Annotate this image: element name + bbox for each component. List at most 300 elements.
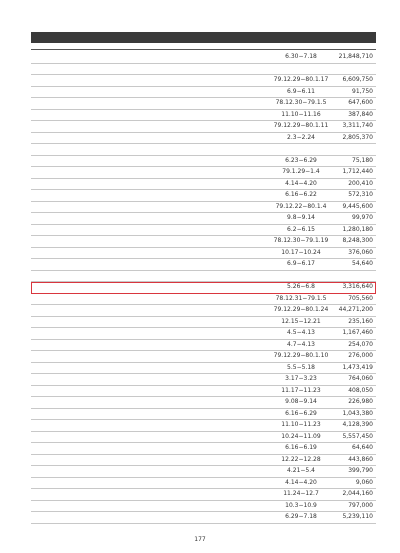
category	[163, 236, 191, 247]
production-company	[105, 52, 141, 63]
cast	[191, 121, 271, 132]
distributor	[143, 501, 163, 512]
cast	[191, 144, 271, 155]
box-office-gross: 1,280,180	[342, 225, 373, 233]
distributor	[143, 305, 163, 316]
box-office-gross: 1,043,380	[342, 409, 373, 417]
category	[163, 87, 191, 98]
movie-title	[33, 420, 103, 431]
production-company	[105, 489, 141, 500]
production-company	[105, 409, 141, 420]
table-row	[31, 478, 376, 490]
production-company	[105, 305, 141, 316]
distributor	[143, 432, 163, 443]
movie-title	[33, 466, 103, 477]
cast	[191, 271, 271, 282]
category	[163, 363, 191, 374]
cast	[191, 202, 271, 213]
table-row	[31, 202, 376, 214]
production-company	[105, 478, 141, 489]
cast	[191, 397, 271, 408]
cast	[191, 110, 271, 121]
table-row	[31, 144, 376, 156]
table-row	[31, 271, 376, 283]
screening-dates: 11.17−11.23	[281, 386, 321, 394]
screening-dates: 6.2−6.15	[287, 225, 315, 233]
screening-dates: 12.22−12.28	[281, 455, 321, 463]
screening-dates: 79.1.29−1.4	[282, 168, 320, 175]
production-company	[105, 420, 141, 431]
category	[163, 144, 191, 155]
screening-dates: 3.17−3.23	[285, 375, 317, 382]
category	[163, 386, 191, 397]
screening-dates: 6.16−6.29	[285, 409, 317, 417]
box-office-gross: 6,609,750	[342, 76, 373, 83]
movie-title	[33, 190, 103, 201]
category	[163, 374, 191, 385]
movie-title	[33, 328, 103, 339]
cast	[191, 351, 271, 362]
box-office-gross: 44,271,200	[338, 306, 373, 313]
production-company	[105, 248, 141, 259]
movie-title	[33, 259, 103, 270]
table-row	[31, 75, 376, 87]
production-company	[105, 386, 141, 397]
movie-title	[33, 455, 103, 466]
movie-title	[33, 121, 103, 132]
production-company	[105, 110, 141, 121]
production-company	[105, 501, 141, 512]
distributor	[143, 397, 163, 408]
screening-dates: 11.10−11.16	[281, 110, 321, 118]
screening-dates: 79.12.29−80.1.10	[273, 352, 329, 359]
screening-dates	[271, 271, 331, 282]
box-office-gross: 2,805,370	[342, 133, 373, 141]
distributor	[143, 110, 163, 121]
category	[163, 64, 191, 75]
table-row	[31, 179, 376, 191]
movie-title	[33, 133, 103, 144]
cast	[191, 501, 271, 512]
screening-dates: 6.9−6.11	[287, 87, 315, 95]
box-office-gross: 1,167,460	[342, 329, 373, 336]
category	[163, 202, 191, 213]
cast	[191, 225, 271, 236]
cast	[191, 443, 271, 454]
distributor	[143, 409, 163, 420]
distributor	[143, 466, 163, 477]
table-row	[31, 110, 376, 122]
production-company	[105, 87, 141, 98]
distributor	[143, 190, 163, 201]
movie-title	[33, 397, 103, 408]
production-company	[105, 156, 141, 167]
screening-dates: 6.23−6.29	[285, 156, 317, 164]
cast	[191, 236, 271, 247]
production-company	[105, 121, 141, 132]
movie-title	[33, 478, 103, 489]
category	[163, 248, 191, 259]
table-row	[31, 363, 376, 375]
distributor	[143, 340, 163, 351]
table-row	[31, 386, 376, 398]
production-company	[105, 64, 141, 75]
movie-title	[33, 351, 103, 362]
distributor	[143, 455, 163, 466]
category	[163, 271, 191, 282]
table-row	[31, 374, 376, 386]
category	[163, 409, 191, 420]
distributor	[143, 351, 163, 362]
screening-dates: 11.10−11.23	[281, 421, 321, 428]
cast	[191, 478, 271, 489]
production-company	[105, 512, 141, 523]
box-office-gross: 64,640	[352, 444, 373, 451]
box-office-gross: 764,060	[348, 375, 373, 382]
production-company	[105, 374, 141, 385]
movie-title	[33, 294, 103, 305]
distributor	[143, 512, 163, 523]
box-office-gross: 226,980	[348, 398, 373, 405]
cast	[191, 466, 271, 477]
table-row	[31, 52, 376, 64]
distributor	[143, 64, 163, 75]
footer-page-number: 177	[194, 536, 206, 543]
production-company	[105, 236, 141, 247]
screening-dates: 11.24−12.7	[283, 490, 319, 497]
cast	[191, 386, 271, 397]
category	[163, 156, 191, 167]
box-office-gross: 1,712,440	[342, 168, 373, 175]
category	[163, 179, 191, 190]
movie-table	[31, 52, 376, 524]
screening-dates: 9.8−9.14	[287, 214, 315, 221]
cast	[191, 305, 271, 316]
cast	[191, 328, 271, 339]
cast	[191, 190, 271, 201]
table-row	[31, 248, 376, 260]
category	[163, 133, 191, 144]
section-header-title	[175, 32, 235, 43]
cast	[191, 87, 271, 98]
box-office-gross: 5,239,110	[342, 513, 373, 520]
production-company	[105, 167, 141, 178]
distributor	[143, 317, 163, 328]
cast	[191, 420, 271, 431]
box-office-gross: 3,311,740	[342, 122, 373, 129]
screening-dates: 6.29−7.18	[285, 513, 317, 520]
screening-dates: 12.15−12.21	[281, 317, 321, 325]
screening-dates: 4.14−4.20	[285, 179, 317, 187]
screening-dates: 79.12.29−80.1.11	[273, 122, 329, 129]
category	[163, 110, 191, 121]
movie-title	[33, 512, 103, 523]
screening-dates: 4.14−4.20	[285, 478, 317, 486]
box-office-gross: 705,560	[348, 294, 373, 302]
box-office-gross: 235,160	[348, 317, 373, 325]
table-row	[31, 466, 376, 478]
category	[163, 305, 191, 316]
production-company	[105, 282, 141, 293]
distributor	[143, 363, 163, 374]
box-office-gross: 75,180	[352, 156, 373, 164]
screening-dates: 79.12.29−80.1.17	[273, 76, 329, 83]
screening-dates: 4.7−4.13	[287, 340, 315, 348]
category	[163, 351, 191, 362]
movie-title	[33, 87, 103, 98]
box-office-gross: 99,970	[352, 214, 373, 221]
table-row	[31, 512, 376, 524]
table-row	[31, 156, 376, 168]
movie-title	[33, 179, 103, 190]
box-office-gross: 2,044,160	[342, 490, 373, 497]
screening-dates: 10.17−10.24	[281, 248, 321, 256]
category	[163, 501, 191, 512]
cast	[191, 167, 271, 178]
production-company	[105, 443, 141, 454]
screening-dates: 6.30−7.18	[285, 53, 317, 60]
movie-title	[33, 98, 103, 109]
distributor	[143, 133, 163, 144]
distributor	[143, 386, 163, 397]
movie-title	[33, 271, 103, 282]
table-row	[31, 397, 376, 409]
table-row	[31, 455, 376, 467]
distributor	[143, 75, 163, 86]
screening-dates: 6.9−6.17	[287, 260, 315, 267]
table-row	[31, 190, 376, 202]
category	[163, 397, 191, 408]
movie-title	[33, 282, 103, 293]
box-office-gross: 254,070	[348, 340, 373, 348]
movie-title	[33, 248, 103, 259]
table-row	[31, 236, 376, 248]
movie-title	[33, 52, 103, 63]
cast	[191, 213, 271, 224]
category	[163, 121, 191, 132]
movie-title	[33, 432, 103, 443]
category	[163, 489, 191, 500]
box-office-gross	[331, 271, 373, 282]
table-row	[31, 351, 376, 363]
table-row	[31, 225, 376, 237]
category	[163, 259, 191, 270]
cast	[191, 432, 271, 443]
production-company	[105, 202, 141, 213]
box-office-gross: 647,600	[348, 99, 373, 106]
screening-dates: 9.08−9.14	[285, 398, 317, 405]
screening-dates: 79.12.29−80.1.24	[273, 306, 329, 313]
cast	[191, 248, 271, 259]
box-office-gross: 387,840	[348, 110, 373, 118]
cast	[191, 133, 271, 144]
production-company	[105, 271, 141, 282]
movie-title	[33, 144, 103, 155]
table-row	[31, 489, 376, 501]
category	[163, 190, 191, 201]
table-row	[31, 432, 376, 444]
box-office-gross: 8,248,300	[342, 237, 373, 244]
movie-title	[33, 501, 103, 512]
distributor	[143, 478, 163, 489]
table-row	[31, 340, 376, 352]
screening-dates: 10.3−10.9	[285, 501, 317, 509]
movie-title	[33, 75, 103, 86]
distributor	[143, 144, 163, 155]
box-office-gross: 9,445,600	[342, 202, 373, 210]
screening-dates	[271, 64, 331, 75]
distributor	[143, 248, 163, 259]
movie-title	[33, 374, 103, 385]
box-office-gross: 91,750	[352, 87, 373, 95]
production-company	[105, 466, 141, 477]
screening-dates: 4.21−5.4	[287, 467, 315, 474]
screening-dates: 2.3−2.24	[287, 133, 315, 141]
box-office-gross: 54,640	[352, 260, 373, 267]
category	[163, 420, 191, 431]
movie-title	[33, 202, 103, 213]
box-office-gross: 797,000	[348, 501, 373, 509]
distributor	[143, 420, 163, 431]
cast	[191, 98, 271, 109]
screening-dates	[271, 144, 331, 155]
cast	[191, 363, 271, 374]
category	[163, 282, 191, 293]
distributor	[143, 52, 163, 63]
distributor	[143, 443, 163, 454]
movie-title	[33, 167, 103, 178]
distributor	[143, 156, 163, 167]
distributor	[143, 98, 163, 109]
distributor	[143, 87, 163, 98]
movie-title	[33, 409, 103, 420]
table-row	[31, 328, 376, 340]
distributor	[143, 225, 163, 236]
box-office-gross	[331, 144, 373, 155]
box-office-gross: 276,000	[348, 352, 373, 359]
cast	[191, 52, 271, 63]
box-office-gross: 200,410	[348, 179, 373, 187]
cast	[191, 340, 271, 351]
box-office-gross: 5,557,450	[342, 432, 373, 440]
box-office-gross: 408,050	[348, 386, 373, 394]
production-company	[105, 190, 141, 201]
distributor	[143, 236, 163, 247]
category	[163, 213, 191, 224]
movie-title	[33, 110, 103, 121]
production-company	[105, 179, 141, 190]
table-row	[31, 294, 376, 306]
movie-title	[33, 443, 103, 454]
cast	[191, 179, 271, 190]
screening-dates: 10.24−11.09	[281, 432, 321, 440]
movie-title	[33, 305, 103, 316]
box-office-gross: 9,060	[355, 478, 373, 486]
movie-title	[33, 489, 103, 500]
category	[163, 328, 191, 339]
top-rule	[31, 49, 376, 50]
screening-dates: 78.12.30−79.1.19	[273, 237, 329, 244]
category	[163, 340, 191, 351]
movie-title	[33, 64, 103, 75]
box-office-gross: 443,860	[348, 455, 373, 463]
cast	[191, 455, 271, 466]
movie-title	[33, 156, 103, 167]
distributor	[143, 167, 163, 178]
cast	[191, 512, 271, 523]
table-row	[31, 501, 376, 513]
table-row	[31, 317, 376, 329]
distributor	[143, 121, 163, 132]
production-company	[105, 397, 141, 408]
table-row	[31, 133, 376, 145]
production-company	[105, 351, 141, 362]
screening-dates: 6.16−6.19	[285, 444, 317, 451]
box-office-gross: 4,128,390	[342, 421, 373, 428]
movie-title	[33, 236, 103, 247]
cast	[191, 282, 271, 293]
table-row	[31, 443, 376, 455]
movie-title	[33, 317, 103, 328]
movie-title	[33, 363, 103, 374]
category	[163, 294, 191, 305]
box-office-gross: 399,790	[348, 467, 373, 474]
cast	[191, 489, 271, 500]
table-row-highlighted	[31, 282, 376, 294]
table-row	[31, 305, 376, 317]
screening-dates: 79.12.22−80.1.4	[275, 202, 327, 210]
production-company	[105, 225, 141, 236]
category	[163, 225, 191, 236]
distributor	[143, 489, 163, 500]
movie-title	[33, 225, 103, 236]
distributor	[143, 271, 163, 282]
table-row	[31, 409, 376, 421]
distributor	[143, 328, 163, 339]
cast	[191, 156, 271, 167]
table-row	[31, 259, 376, 271]
screening-dates: 78.12.31−79.1.5	[275, 294, 327, 302]
cast	[191, 409, 271, 420]
production-company	[105, 98, 141, 109]
production-company	[105, 133, 141, 144]
cast	[191, 64, 271, 75]
screening-dates: 4.5−4.13	[287, 329, 315, 336]
distributor	[143, 179, 163, 190]
screening-dates: 6.16−6.22	[285, 191, 317, 198]
distributor	[143, 374, 163, 385]
category	[163, 98, 191, 109]
distributor	[143, 202, 163, 213]
movie-title	[33, 340, 103, 351]
category	[163, 443, 191, 454]
production-company	[105, 455, 141, 466]
cast	[191, 294, 271, 305]
table-row	[31, 167, 376, 179]
production-company	[105, 363, 141, 374]
table-row	[31, 87, 376, 99]
distributor	[143, 259, 163, 270]
cast	[191, 75, 271, 86]
box-office-gross: 572,310	[348, 191, 373, 198]
production-company	[105, 432, 141, 443]
box-office-gross: 1,473,419	[342, 363, 373, 371]
table-row	[31, 420, 376, 432]
movie-title	[33, 386, 103, 397]
cast	[191, 259, 271, 270]
production-company	[105, 328, 141, 339]
box-office-gross: 21,848,710	[338, 53, 373, 60]
